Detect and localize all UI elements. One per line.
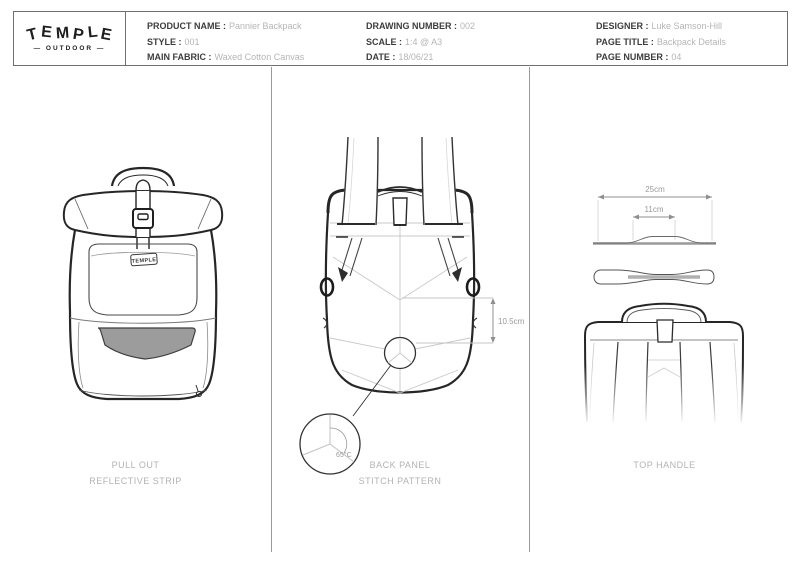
panel-caption [529, 457, 800, 473]
field-value: 002 [460, 21, 476, 31]
dimension-label: 10.5cm [498, 317, 525, 326]
header-row [147, 35, 304, 51]
header-row [366, 35, 475, 51]
header-row [147, 19, 304, 35]
field-label: MAIN FABRIC : [147, 52, 212, 62]
caption-line: STITCH PATTERN [358, 476, 442, 486]
dimension-grip-width [633, 205, 675, 240]
bag-brand-patch [131, 253, 158, 266]
field-value: 1:4 @ A3 [405, 36, 443, 47]
header-row [596, 19, 726, 35]
header-column-drawing [366, 19, 475, 66]
panel-caption [271, 457, 529, 489]
bag-top-view [574, 304, 756, 436]
header-column-designer [596, 19, 726, 66]
field-value: 18/06/21 [398, 52, 434, 62]
bag-brand-text: TEMPLE [131, 257, 157, 265]
title-block [13, 11, 788, 66]
caption-line: REFLECTIVE STRIP [89, 476, 182, 486]
top-handle-back [378, 187, 422, 225]
field-label: STYLE : [147, 36, 182, 47]
brand-name: TE M P LE [25, 22, 114, 44]
leader-line [353, 365, 391, 416]
dimension-label: 11cm [644, 205, 664, 214]
caption-line: PULL OUT [111, 460, 160, 470]
caption-line: TOP HANDLE [633, 460, 696, 470]
panel-front-view [0, 67, 271, 552]
angle-label: 65°C [336, 452, 352, 459]
buckle-icon [133, 209, 153, 228]
header-row [596, 50, 726, 66]
dimension-label: 25cm [645, 185, 665, 194]
field-label: PRODUCT NAME : [147, 21, 226, 31]
backpack-front-drawing [55, 152, 231, 404]
header-column-product [147, 19, 304, 66]
handle-side-view [593, 237, 716, 244]
field-value: Backpack Details [656, 36, 726, 47]
field-value: Pannier Backpack [229, 21, 302, 31]
dimension-back-height [402, 298, 525, 343]
top-handle-front [112, 168, 174, 186]
header-row [366, 50, 475, 66]
brand-subtitle: — OUTDOOR — [33, 44, 106, 52]
field-label: PAGE TITLE : [596, 36, 654, 47]
field-label: PAGE NUMBER : [596, 52, 669, 62]
field-label: DATE : [366, 52, 396, 62]
field-value: 001 [184, 36, 200, 47]
panel-top-handle [529, 67, 800, 552]
header-row [147, 50, 304, 66]
panel-caption [0, 457, 271, 489]
reflective-strip [98, 328, 195, 359]
header-row [596, 35, 726, 51]
caption-line: BACK PANEL [369, 460, 431, 470]
panel-back-view [271, 67, 529, 552]
field-value: Luke Samson-Hill [651, 21, 723, 31]
field-label: SCALE : [366, 36, 402, 47]
header-row [366, 19, 475, 35]
brand-logo [14, 12, 126, 65]
field-label: DESIGNER : [596, 21, 649, 31]
handle-top-view [594, 270, 714, 284]
field-value: 04 [671, 52, 682, 62]
field-value: Waxed Cotton Canvas [214, 52, 305, 62]
field-label: DRAWING NUMBER : [366, 21, 457, 31]
top-handle-drawing [560, 170, 770, 440]
detail-target-circle [385, 338, 416, 369]
